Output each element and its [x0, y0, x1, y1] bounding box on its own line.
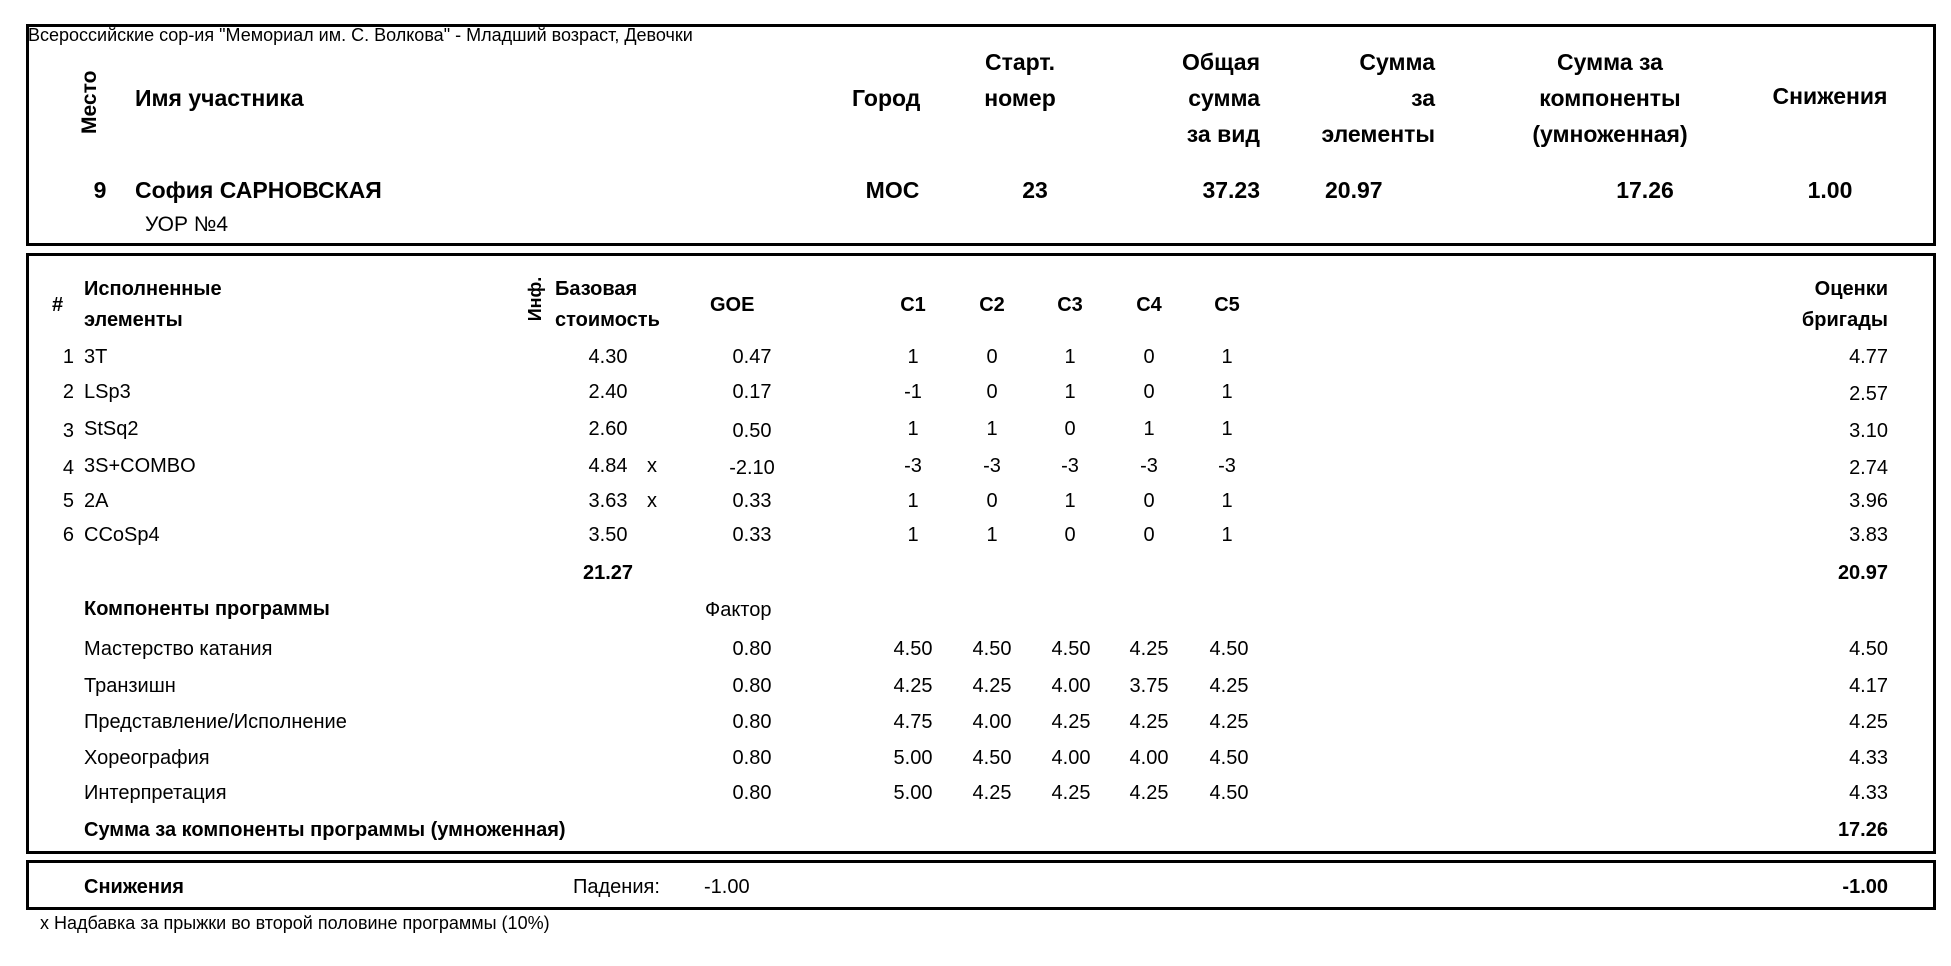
skater-place: 9: [93, 177, 107, 203]
element-goe: 0.47: [732, 346, 772, 368]
header-deductions: Снижения: [1772, 83, 1888, 109]
skater-deductions: 1.00: [1807, 177, 1853, 203]
skater-city: МОС: [865, 177, 920, 203]
component-judge-c4: 4.25: [1129, 711, 1169, 733]
element-judge-c5: 1: [1221, 346, 1233, 368]
element-score: 2.57: [1849, 383, 1888, 405]
component-factor: 0.80: [732, 675, 772, 697]
component-name: Хореография: [84, 747, 210, 769]
event-title: Всероссийские сор-ия "Мемориал им. С. Волкова" - Младший возраст, Девочки: [28, 25, 693, 45]
component-judge-c2: 4.25: [972, 782, 1012, 804]
element-judge-c4: 0: [1143, 346, 1155, 368]
header-components-l2: компоненты: [1539, 85, 1681, 111]
component-judge-c2: 4.50: [972, 638, 1012, 660]
component-judge-c5: 4.25: [1209, 675, 1249, 697]
component-judge-c3: 4.25: [1051, 782, 1091, 804]
header-start: [960, 44, 1080, 116]
element-num: 4: [62, 457, 74, 479]
elements-header-panel-l2: бригады: [1801, 309, 1888, 331]
component-judge-c2: 4.50: [972, 747, 1012, 769]
component-judge-c1: 5.00: [893, 782, 933, 804]
header-start-l1: Старт.: [984, 49, 1056, 75]
elements-header-exec-l2: элементы: [84, 309, 183, 331]
element-goe: 0.33: [732, 490, 772, 512]
component-judge-c3: 4.25: [1051, 711, 1091, 733]
element-base: 2.40: [588, 381, 628, 403]
component-score: 4.33: [1849, 747, 1888, 769]
element-goe: 0.33: [732, 524, 772, 546]
header-start-l2: номер: [984, 85, 1056, 111]
component-judge-c4: 4.25: [1129, 638, 1169, 660]
component-judge-c1: 5.00: [893, 747, 933, 769]
judge-header-c5: C5: [1214, 294, 1240, 316]
element-score: 3.83: [1849, 524, 1888, 546]
elements-header-base-l1: Базовая: [555, 278, 638, 300]
element-num: 1: [62, 346, 74, 368]
header-components: [1520, 44, 1700, 152]
element-base: 3.50: [588, 524, 628, 546]
components-total-label: Сумма за компоненты программы (умноженная): [84, 819, 566, 841]
element-goe: 0.17: [732, 381, 772, 403]
element-name: 3T: [84, 346, 108, 368]
element-num: 2: [62, 381, 74, 403]
element-goe: -2.10: [729, 457, 775, 479]
header-elements: [1300, 44, 1435, 152]
elements-header-base-l2: стоимость: [555, 309, 660, 331]
header-elements-l3: элементы: [1321, 121, 1435, 147]
skater-total: 37.23: [1202, 177, 1260, 203]
element-judge-c2: 0: [986, 346, 998, 368]
header-total: [1130, 44, 1260, 152]
skater-name: София САРНОВСКАЯ: [135, 177, 382, 203]
component-judge-c1: 4.25: [893, 675, 933, 697]
elements-header-panel-l1: Оценки: [1814, 278, 1888, 300]
header-name: Имя участника: [135, 85, 304, 111]
component-judge-c1: 4.50: [893, 638, 933, 660]
component-judge-c3: 4.00: [1051, 675, 1091, 697]
element-score: 3.96: [1849, 490, 1888, 512]
component-judge-c3: 4.50: [1051, 638, 1091, 660]
component-judge-c5: 4.25: [1209, 711, 1249, 733]
elements-header-info: Инф.: [525, 276, 545, 322]
element-num: 6: [62, 524, 74, 546]
component-judge-c1: 4.75: [893, 711, 933, 733]
element-judge-c2: 0: [986, 490, 998, 512]
element-judge-c3: 1: [1064, 490, 1076, 512]
element-judge-c4: 0: [1143, 524, 1155, 546]
falls-label: Падения:: [573, 876, 660, 898]
components-total: 17.26: [1837, 819, 1888, 841]
elements-total-score: 20.97: [1837, 562, 1888, 584]
skater-elements-score: 20.97: [1325, 177, 1383, 203]
judge-header-c1: C1: [900, 294, 926, 316]
elements-header-panel: [1760, 274, 1888, 336]
component-factor: 0.80: [732, 782, 772, 804]
component-judge-c4: 4.00: [1129, 747, 1169, 769]
header-components-l1: Сумма за: [1557, 49, 1663, 75]
element-num: 3: [62, 420, 74, 442]
skater-club: УОР №4: [145, 213, 229, 236]
element-info: x: [647, 455, 657, 477]
element-goe: 0.50: [732, 420, 772, 442]
header-elements-l1: Сумма: [1359, 49, 1435, 75]
judge-header-c3: C3: [1057, 294, 1083, 316]
element-judge-c2: 1: [986, 418, 998, 440]
element-judge-c4: 0: [1143, 490, 1155, 512]
component-judge-c5: 4.50: [1209, 782, 1249, 804]
element-base: 2.60: [588, 418, 628, 440]
header-place: Место: [78, 70, 101, 134]
element-num: 5: [62, 490, 74, 512]
header-city: Город: [852, 85, 921, 111]
element-judge-c2: 0: [986, 381, 998, 403]
element-judge-c5: 1: [1221, 490, 1233, 512]
element-judge-c4: 0: [1143, 381, 1155, 403]
footnote: x Надбавка за прыжки во второй половине программы (10%): [40, 913, 550, 933]
elements-header-exec: [84, 274, 222, 336]
element-judge-c2: -3: [983, 455, 1001, 477]
element-judge-c3: 0: [1064, 524, 1076, 546]
component-score: 4.25: [1849, 711, 1888, 733]
component-judge-c4: 4.25: [1129, 782, 1169, 804]
element-judge-c1: 1: [907, 490, 919, 512]
element-judge-c5: 1: [1221, 381, 1233, 403]
component-judge-c5: 4.50: [1209, 747, 1249, 769]
component-judge-c2: 4.00: [972, 711, 1012, 733]
header-components-l3: (умноженная): [1532, 121, 1688, 147]
component-name: Мастерство катания: [84, 638, 273, 660]
element-judge-c5: -3: [1218, 455, 1236, 477]
element-score: 4.77: [1849, 346, 1888, 368]
deductions-box: [26, 860, 1936, 910]
component-judge-c4: 3.75: [1129, 675, 1169, 697]
element-base: 4.30: [588, 346, 628, 368]
factor-label: Фактор: [705, 599, 772, 621]
elements-header-exec-l1: Исполненные: [84, 278, 222, 300]
element-judge-c5: 1: [1221, 418, 1233, 440]
element-name: LSp3: [84, 381, 131, 403]
element-judge-c1: -3: [904, 455, 922, 477]
element-judge-c1: 1: [907, 524, 919, 546]
element-judge-c1: -1: [904, 381, 922, 403]
elements-header-num: #: [52, 294, 64, 316]
element-judge-c3: 1: [1064, 346, 1076, 368]
header-elements-l2: за: [1411, 85, 1435, 111]
component-score: 4.33: [1849, 782, 1888, 804]
element-judge-c1: 1: [907, 418, 919, 440]
component-score: 4.17: [1849, 675, 1888, 697]
element-judge-c4: -3: [1140, 455, 1158, 477]
skater-start-number: 23: [1022, 177, 1048, 203]
element-base: 3.63: [588, 490, 628, 512]
element-name: StSq2: [84, 418, 139, 440]
element-name: 3S+COMBO: [84, 455, 196, 477]
element-judge-c3: -3: [1061, 455, 1079, 477]
element-judge-c1: 1: [907, 346, 919, 368]
element-name: 2A: [84, 490, 109, 512]
element-judge-c5: 1: [1221, 524, 1233, 546]
element-info: x: [647, 490, 657, 512]
judge-header-c2: C2: [979, 294, 1005, 316]
component-judge-c3: 4.00: [1051, 747, 1091, 769]
element-score: 3.10: [1849, 420, 1888, 442]
component-factor: 0.80: [732, 711, 772, 733]
component-score: 4.50: [1849, 638, 1888, 660]
elements-total-base: 21.27: [582, 562, 634, 584]
element-judge-c3: 0: [1064, 418, 1076, 440]
element-score: 2.74: [1849, 457, 1888, 479]
deductions-total: -1.00: [1842, 876, 1888, 898]
elements-header-goe: GOE: [710, 294, 755, 316]
element-base: 4.84: [588, 455, 628, 477]
component-name: Представление/Исполнение: [84, 711, 347, 733]
component-factor: 0.80: [732, 638, 772, 660]
judge-header-c4: C4: [1136, 294, 1162, 316]
component-judge-c5: 4.50: [1209, 638, 1249, 660]
component-judge-c2: 4.25: [972, 675, 1012, 697]
skater-components-score: 17.26: [1616, 177, 1674, 203]
header-total-l1: Общая: [1182, 49, 1260, 75]
component-name: Интерпретация: [84, 782, 227, 804]
element-judge-c3: 1: [1064, 381, 1076, 403]
falls-value: -1.00: [704, 876, 750, 898]
element-judge-c2: 1: [986, 524, 998, 546]
elements-header-base: [555, 274, 660, 336]
element-name: CCoSp4: [84, 524, 160, 546]
header-total-l2: сумма: [1188, 85, 1260, 111]
deductions-label: Снижения: [84, 876, 184, 898]
header-total-l3: за вид: [1186, 121, 1260, 147]
element-judge-c4: 1: [1143, 418, 1155, 440]
component-name: Транзишн: [84, 675, 176, 697]
components-title: Компоненты программы: [84, 598, 330, 620]
component-factor: 0.80: [732, 747, 772, 769]
